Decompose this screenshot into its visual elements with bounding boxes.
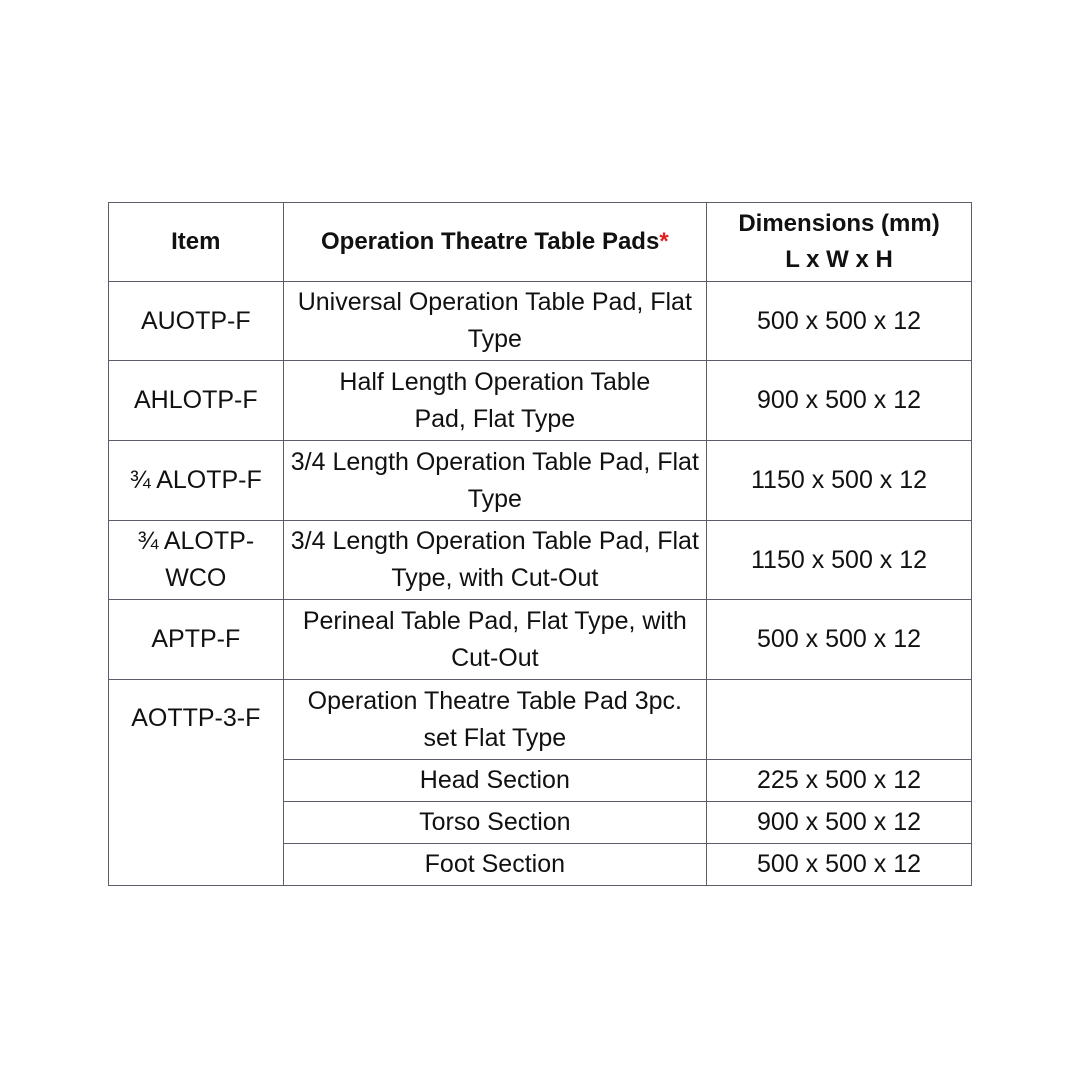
item-dimensions: 1150 x 500 x 12 — [707, 521, 972, 600]
item-dimensions: 500 x 500 x 12 — [707, 600, 972, 680]
item-code: AUOTP-F — [109, 282, 284, 361]
item-code: ¾ ALOTP-F — [109, 441, 284, 521]
item-code: AHLOTP-F — [109, 361, 284, 441]
item-code: ¾ ALOTP-WCO — [109, 521, 284, 600]
item-dimensions: 500 x 500 x 12 — [707, 282, 972, 361]
table-row — [109, 361, 972, 441]
header-dimensions: Dimensions (mm) L x W x H — [707, 203, 972, 282]
table-row — [109, 521, 972, 600]
section-description: Foot Section — [283, 844, 706, 886]
item-dimensions: 900 x 500 x 12 — [707, 361, 972, 441]
item-description: Half Length Operation Table Pad, Flat Type — [283, 361, 706, 441]
section-dimensions: 900 x 500 x 12 — [707, 802, 972, 844]
section-description: Head Section — [283, 760, 706, 802]
table-row-set — [109, 680, 972, 760]
item-description: Perineal Table Pad, Flat Type, with Cut-Out — [283, 600, 706, 680]
header-item: Item — [109, 203, 284, 282]
item-description: 3/4 Length Operation Table Pad, Flat Type — [283, 441, 706, 521]
header-row — [109, 203, 972, 282]
table-row — [109, 282, 972, 361]
item-code: AOTTP-3-F — [109, 680, 284, 886]
table-row — [109, 441, 972, 521]
item-description: 3/4 Length Operation Table Pad, Flat Type, with Cut-Out — [283, 521, 706, 600]
item-code: APTP-F — [109, 600, 284, 680]
item-description: Universal Operation Table Pad, Flat Type — [283, 282, 706, 361]
header-pads: Operation Theatre Table Pads* — [283, 203, 706, 282]
section-dimensions: 500 x 500 x 12 — [707, 844, 972, 886]
item-dimensions — [707, 680, 972, 760]
asterisk-marker: * — [659, 228, 669, 255]
product-dimensions-table — [108, 202, 972, 886]
item-dimensions: 1150 x 500 x 12 — [707, 441, 972, 521]
section-description: Torso Section — [283, 802, 706, 844]
item-description: Operation Theatre Table Pad 3pc. set Flat Type — [283, 680, 706, 760]
section-dimensions: 225 x 500 x 12 — [707, 760, 972, 802]
table-row — [109, 600, 972, 680]
